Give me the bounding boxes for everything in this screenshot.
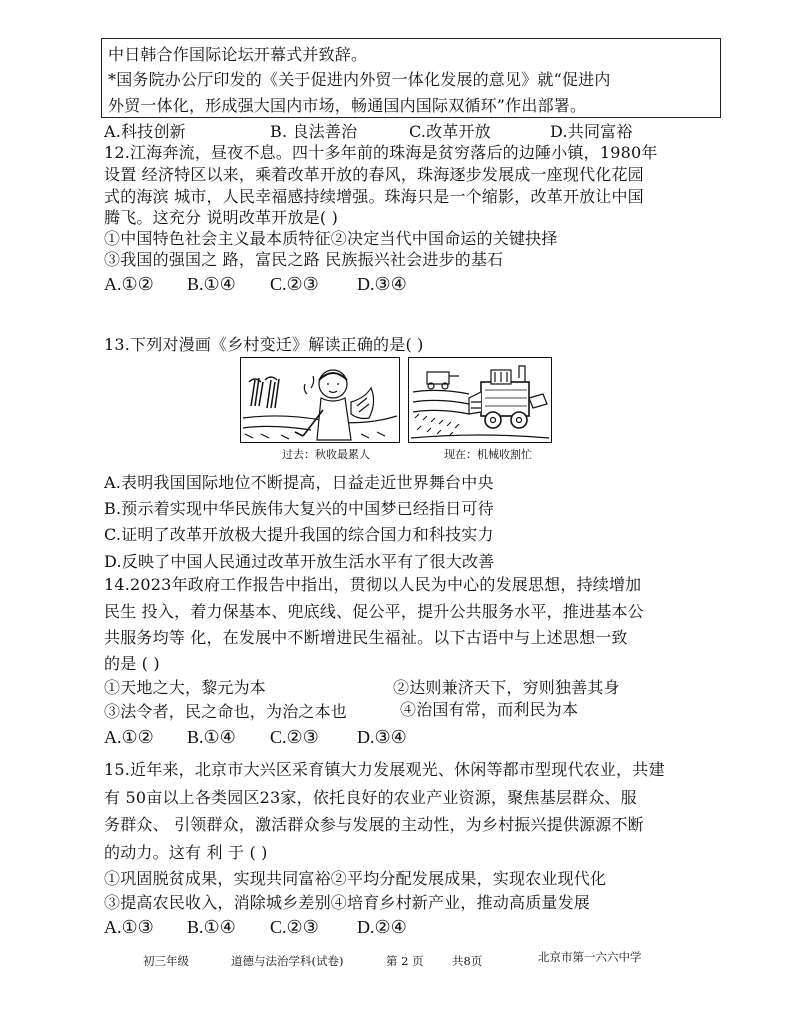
q12-stem-4: 腾飞。这充分 说明改革开放是( ) bbox=[104, 208, 339, 227]
combine-harvester-illustration bbox=[409, 358, 551, 442]
q14-statement-3: ③法令者，民之命也，为治之本也 bbox=[104, 702, 348, 721]
farmer-harvest-illustration bbox=[241, 358, 399, 442]
q15-option-b: B.①④ bbox=[187, 917, 236, 937]
cartoon-now-panel bbox=[408, 357, 552, 443]
q15-option-c: C.②③ bbox=[270, 917, 319, 937]
cartoon-past-panel bbox=[240, 357, 400, 443]
caption-now: 现在：机械收割忙 bbox=[444, 448, 532, 461]
q11-option-d: D.共同富裕 bbox=[550, 122, 633, 141]
footer-grade: 初三年级 bbox=[143, 954, 189, 968]
q14-stem-4: 的是 ( ) bbox=[104, 654, 160, 673]
context-line-2: *国务院办公厅印发的《关于促进内外贸一体化发展的意见》就“促进内 bbox=[108, 70, 611, 89]
q15-statement-1: ①巩固脱贫成果，实现共同富裕②平均分配发展成果，实现农业现代化 bbox=[104, 869, 607, 888]
q13-option-d: D.反映了中国人民通过改革开放生活水平有了很大改善 bbox=[104, 552, 495, 571]
q14-option-b: B.①④ bbox=[187, 727, 236, 747]
q12-option-c: C.②③ bbox=[270, 274, 319, 294]
q12-statement-2: ③我国的强国之 路，富民之路 民族振兴社会进步的基石 bbox=[104, 250, 504, 269]
q13-option-a: A.表明我国国际地位不断提高，日益走近世界舞台中央 bbox=[104, 473, 494, 492]
q14-stem-2: 民生 投入，着力保基本、兜底线、促公平，提升公共服务水平，推进基本公 bbox=[104, 602, 644, 621]
footer-subject: 道德与法治学科(试卷) bbox=[231, 954, 344, 968]
footer-school: 北京市第一六六中学 bbox=[538, 950, 642, 964]
q11-option-a: A.科技创新 bbox=[104, 122, 186, 141]
context-line-1: 中日韩合作国际论坛开幕式并致辞。 bbox=[108, 45, 368, 64]
q14-stem-3: 共服务均等 化，在发展中不断增进民生福祉。以下古语中与上述思想一致 bbox=[104, 628, 628, 647]
q12-statement-1: ①中国特色社会主义最本质特征②决定当代中国命运的关键抉择 bbox=[104, 229, 558, 248]
q13-option-c: C.证明了改革开放极大提升我国的综合国力和科技实力 bbox=[104, 525, 494, 544]
q12-stem-3: 式的海滨 城市，人民幸福感持续增强。珠海只是一个缩影，改革开放让中国 bbox=[104, 187, 644, 206]
q15-statement-2: ③提高农民收入，消除城乡差别④培育乡村新产业，推动高质量发展 bbox=[104, 893, 591, 912]
q12-stem-2: 设置 经济特区以来，乘着改革开放的春风，珠海逐步发展成一座现代化花园 bbox=[104, 165, 644, 184]
caption-past: 过去：秋收最累人 bbox=[282, 448, 370, 461]
q14-option-a: A.①② bbox=[104, 727, 154, 747]
q12-option-b: B.①④ bbox=[187, 274, 236, 294]
q12-option-a: A.①② bbox=[104, 274, 154, 294]
q11-option-c: C.改革开放 bbox=[409, 122, 491, 141]
q15-option-a: A.①③ bbox=[104, 917, 154, 937]
q13-stem: 13.下列对漫画《乡村变迁》解读正确的是( ) bbox=[104, 335, 424, 354]
q15-stem-4: 的动力。这有 利 于 ( ) bbox=[104, 843, 268, 862]
q15-stem-2: 有 50亩以上各类园区23家，依托良好的农业产业资源，聚焦基层群众、服 bbox=[104, 788, 637, 807]
q14-stem-1: 14.2023年政府工作报告中指出，贯彻以人民为中心的发展思想，持续增加 bbox=[104, 575, 642, 594]
q12-stem-1: 12.江海奔流，昼夜不息。四十多年前的珠海是贫穷落后的边陲小镇，1980年 bbox=[104, 143, 658, 162]
context-line-3: 外贸一体化，形成强大国内市场，畅通国内国际双循环”作出部署。 bbox=[108, 96, 587, 115]
footer-total: 共8页 bbox=[452, 954, 483, 968]
q13-option-b: B.预示着实现中华民族伟大复兴的中国梦已经指日可待 bbox=[104, 499, 494, 518]
q15-stem-1: 15.近年来，北京市大兴区采育镇大力发展观光、休闲等都市型现代农业，共建 bbox=[104, 760, 665, 779]
footer-page: 第 2 页 bbox=[386, 954, 424, 968]
q11-option-b: B. 良法善治 bbox=[270, 122, 358, 141]
q14-statement-1: ①天地之大，黎元为本 bbox=[104, 678, 267, 697]
q14-statement-2: ②达则兼济天下，穷则独善其身 bbox=[393, 678, 620, 697]
q15-stem-3: 务群众、 引领群众，激活群众参与发展的主动性，为乡村振兴提供源源不断 bbox=[104, 815, 644, 834]
q14-option-c: C.②③ bbox=[270, 727, 319, 747]
q15-option-d: D.②④ bbox=[357, 917, 407, 937]
q14-option-d: D.③④ bbox=[357, 727, 407, 747]
q12-option-d: D.③④ bbox=[357, 274, 407, 294]
q14-statement-4: ④治国有常，而利民为本 bbox=[400, 700, 579, 719]
